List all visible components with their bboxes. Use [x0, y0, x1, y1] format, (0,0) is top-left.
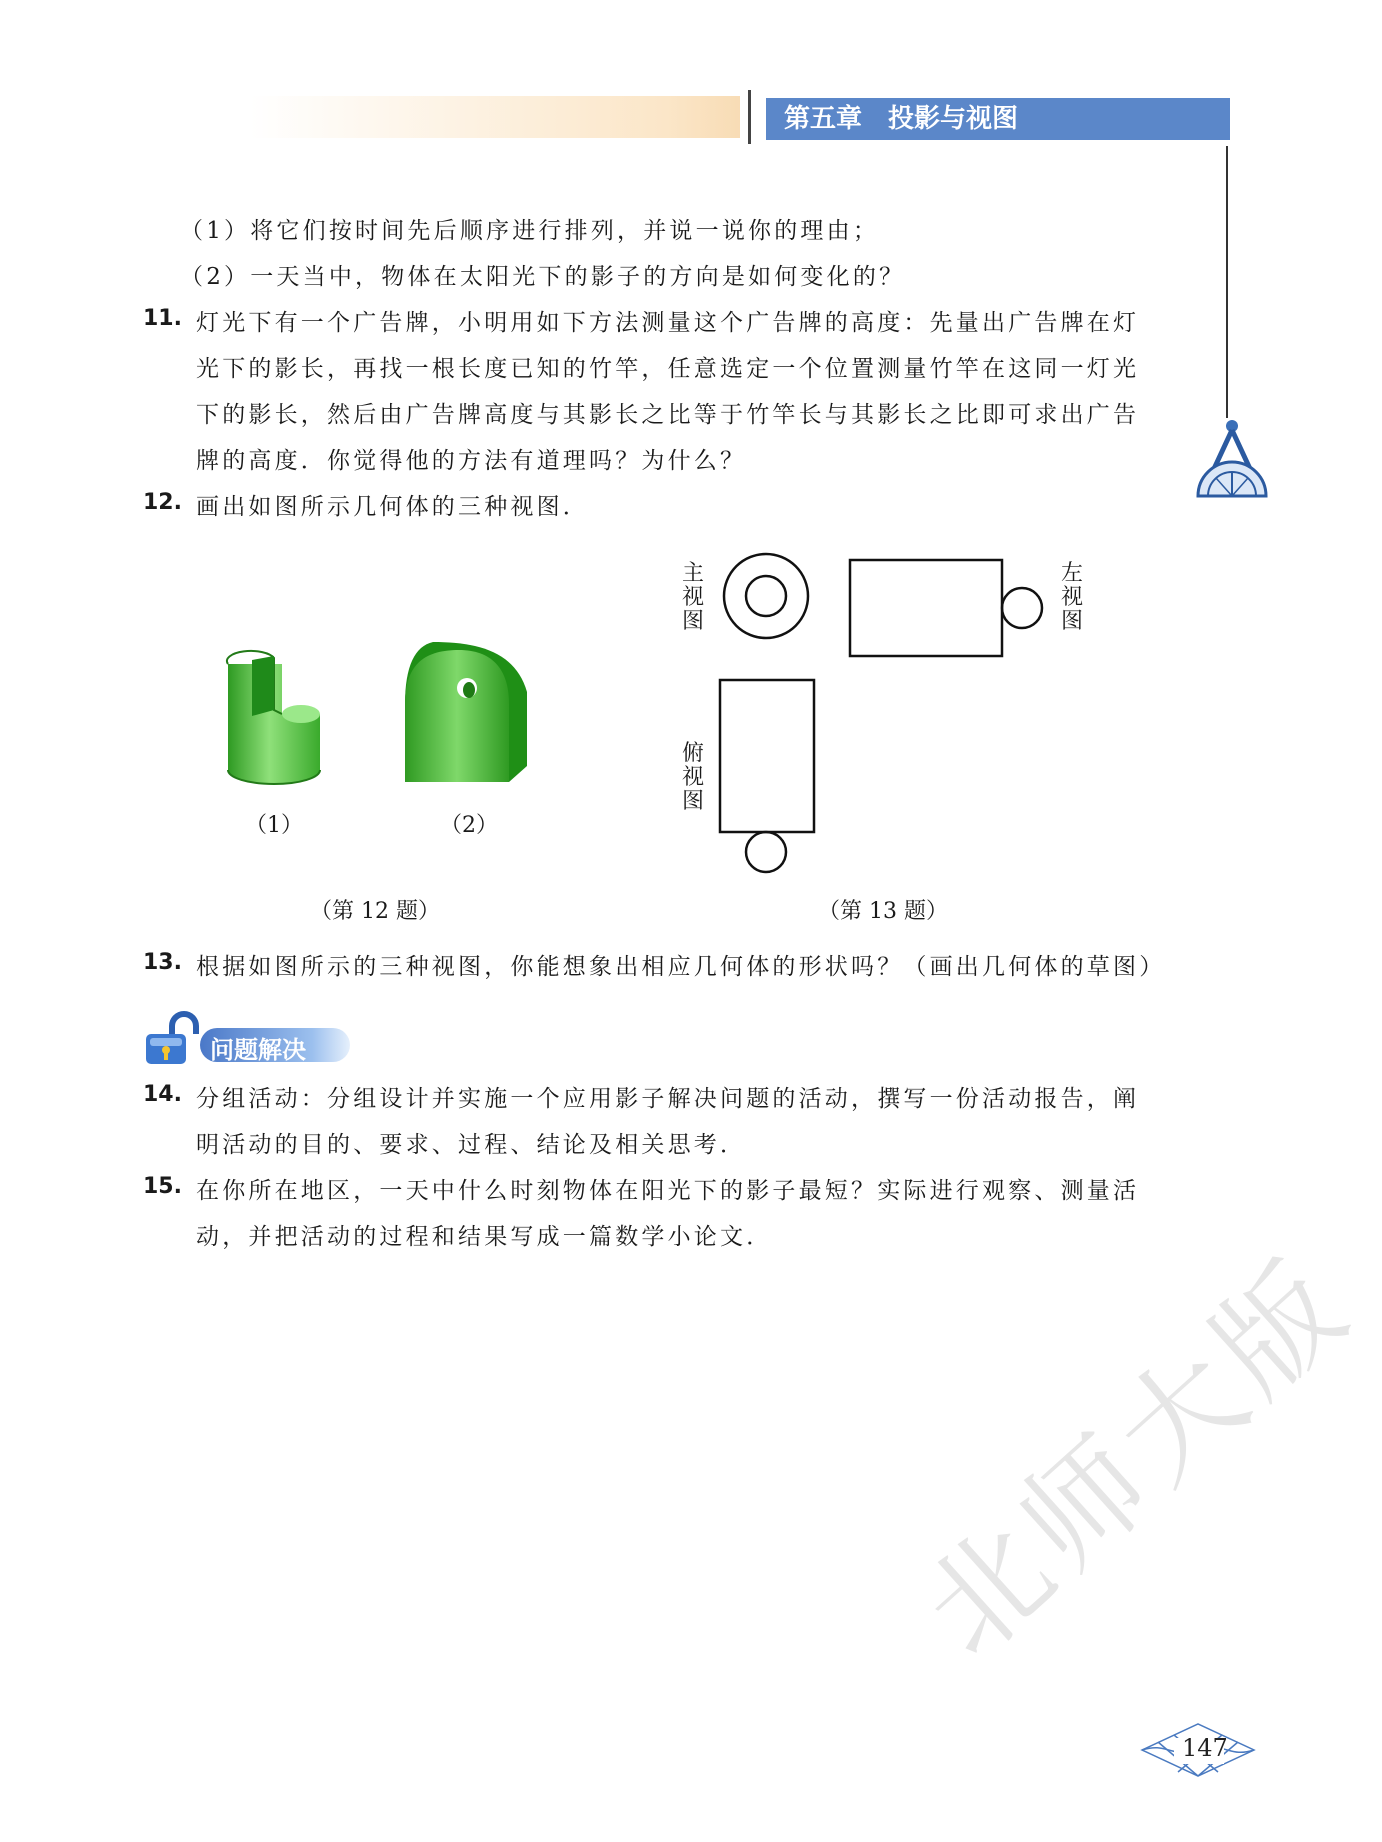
figure-12-label-2: （2）	[440, 813, 498, 838]
question-13-number: 13.	[143, 950, 182, 975]
question-11-line-2: 光下的影长，再找一根长度已知的竹竿，任意选定一个位置测量竹竿在这同一灯光	[196, 356, 1140, 382]
figure-12-solids	[210, 630, 570, 800]
question-14-line-2: 明活动的目的、要求、过程、结论及相关思考．	[196, 1132, 747, 1158]
side-rule	[1226, 146, 1228, 418]
solid-2-arched-block	[405, 642, 527, 782]
figure-13-three-views	[700, 530, 1120, 890]
compass-icon	[1192, 416, 1272, 506]
top-view-circle	[746, 832, 786, 872]
question-11-line-4: 牌的高度．你觉得他的方法有道理吗？为什么？	[196, 448, 747, 474]
figure-13-caption: （第 13 题）	[818, 899, 948, 924]
front-view-label: 主视图	[681, 561, 704, 634]
solid-1-notched-cylinder	[227, 651, 320, 784]
question-12-number: 12.	[143, 490, 182, 515]
front-view-outer-circle	[724, 554, 808, 638]
section-title: 问题解决	[210, 1036, 306, 1064]
question-15-line-2: 动，并把活动的过程和结果写成一篇数学小论文．	[196, 1224, 773, 1250]
question-15-number: 15.	[143, 1174, 182, 1199]
question-14-line-1: 分组活动：分组设计并实施一个应用影子解决问题的活动，撰写一份活动报告，阐	[196, 1086, 1140, 1112]
publisher-watermark: 北师大版	[898, 1232, 1378, 1684]
figure-12-label-1: （1）	[245, 813, 303, 838]
question-10-part-2: （2）一天当中，物体在太阳光下的影子的方向是如何变化的？	[180, 264, 906, 290]
header-separator	[748, 90, 751, 144]
question-11-line-1: 灯光下有一个广告牌，小明用如下方法测量这个广告牌的高度：先量出广告牌在灯	[196, 310, 1140, 336]
unlock-icon	[142, 1014, 208, 1066]
header-gradient-bar	[250, 96, 740, 138]
front-view-inner-circle	[746, 576, 786, 616]
question-11-line-3: 下的影长，然后由广告牌高度与其影长之比等于竹竿长与其影长之比即可求出广告	[196, 402, 1140, 428]
figure-12-caption: （第 12 题）	[310, 899, 440, 924]
question-10-part-1: （1）将它们按时间先后顺序进行排列，并说一说你的理由；	[180, 218, 880, 244]
question-11-number: 11.	[143, 306, 182, 331]
chapter-title: 第五章 投影与视图	[766, 98, 1230, 140]
left-view-circle	[1002, 588, 1042, 628]
question-15-line-1: 在你所在地区，一天中什么时刻物体在阳光下的影子最短？实际进行观察、测量活	[196, 1178, 1140, 1204]
top-view-rectangle	[720, 680, 814, 832]
left-view-rectangle	[850, 560, 1002, 656]
question-12-text: 画出如图所示几何体的三种视图．	[196, 494, 589, 520]
question-14-number: 14.	[143, 1082, 182, 1107]
top-view-label: 俯视图	[681, 741, 704, 814]
page-number: 147	[1182, 1734, 1228, 1762]
question-13-text: 根据如图所示的三种视图，你能想象出相应几何体的形状吗？（画出几何体的草图）	[196, 954, 1166, 980]
section-badge	[142, 1014, 352, 1064]
left-view-label: 左视图	[1060, 561, 1083, 634]
